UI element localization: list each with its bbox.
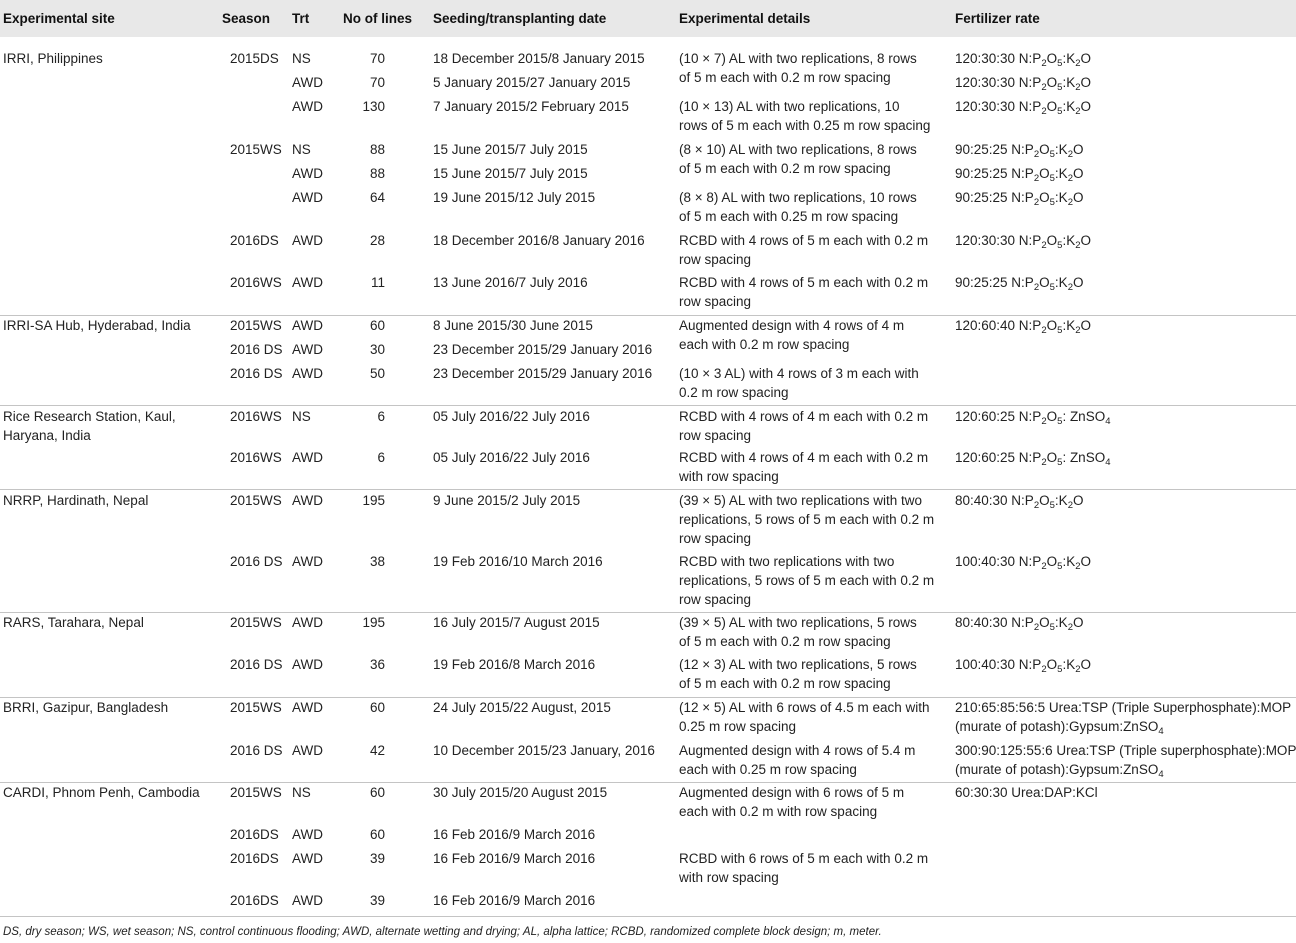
no-of-lines-cell: 60 (369, 700, 385, 715)
trt-cell: AWD (292, 450, 323, 465)
no-of-lines-cell: 42 (369, 743, 385, 758)
experimental-details-line: row spacing (679, 294, 752, 309)
no-of-lines-cell: 88 (369, 142, 385, 157)
trt-cell: AWD (292, 700, 323, 715)
trt-cell: AWD (292, 743, 323, 758)
experimental-details-line: RCBD with 4 rows of 5 m each with 0.2 m (679, 275, 929, 290)
experimental-site-name-cont: Haryana, India (3, 428, 91, 443)
seeding-date-cell: 05 July 2016/22 July 2016 (433, 409, 590, 424)
season-cell: 2016WS (230, 275, 282, 290)
trt-cell: AWD (292, 318, 323, 333)
experimental-site-name: Rice Research Station, Kaul, (3, 409, 176, 424)
experimental-details-line: (12 × 5) AL with 6 rows of 4.5 m each with (679, 700, 930, 715)
experimental-site-name: IRRI, Philippines (3, 51, 103, 66)
fertilizer-rate-cell: 80:40:30 $N:P_2O_5:K_2O$ (955, 615, 1084, 633)
experimental-details-line: Augmented design with 4 rows of 4 m (679, 318, 905, 333)
header-no-of-lines: No of lines (343, 11, 413, 26)
season-cell: 2015WS (230, 615, 282, 630)
experimental-details-line: RCBD with two replications with two (679, 554, 895, 569)
season-cell: 2015DS (230, 51, 279, 66)
experimental-details-line: RCBD with 4 rows of 4 m each with 0.2 m (679, 450, 929, 465)
season-cell: 2016 DS (230, 657, 283, 672)
seeding-date-cell: 19 Feb 2016/8 March 2016 (433, 657, 596, 672)
experimental-details-line: Augmented design with 6 rows of 5 m (679, 785, 905, 800)
season-cell: 2016DS (230, 893, 279, 908)
fertilizer-rate-cell: 90:25:25 $N:P_2O_5:K_2O$ (955, 142, 1084, 160)
seeding-date-cell: 18 December 2015/8 January 2015 (433, 51, 645, 66)
fertilizer-rate-cell: 300:90:125:55:6 Urea:TSP (Triple superphosphate):MOP (955, 743, 1296, 758)
seeding-date-cell: 16 Feb 2016/9 March 2016 (433, 827, 596, 842)
trt-cell: NS (292, 51, 311, 66)
no-of-lines-cell: 60 (369, 827, 385, 842)
experimental-details-line: of 5 m each with 0.2 m row spacing (679, 161, 891, 176)
experimental-details-line: with row spacing (679, 469, 779, 484)
trt-cell: AWD (292, 493, 323, 508)
fertilizer-rate-cell: 60:30:30 Urea:DAP:KCl (955, 785, 1098, 800)
table-header-row (0, 0, 1296, 37)
trt-cell: AWD (292, 190, 323, 205)
season-cell: 2015WS (230, 700, 282, 715)
seeding-date-cell: 13 June 2016/7 July 2016 (433, 275, 588, 290)
experimental-site-name: CARDI, Phnom Penh, Cambodia (3, 785, 200, 800)
experimental-details-line: (39 × 5) AL with two replications, 5 rows (679, 615, 917, 630)
fertilizer-rate-cell: 90:25:25 $N:P_2O_5:K_2O$ (955, 166, 1084, 184)
header-fertilizer-rate: Fertilizer rate (955, 11, 1040, 26)
seeding-date-cell: 18 December 2016/8 January 2016 (433, 233, 645, 248)
no-of-lines-cell: 50 (369, 366, 385, 381)
experimental-details-line: 0.25 m row spacing (679, 719, 797, 734)
seeding-date-cell: 15 June 2015/7 July 2015 (433, 166, 588, 181)
table-footnote: DS, dry season; WS, wet season; NS, control continuous flooding; AWD, alternate wetting and drying; AL, alpha lattice; RCBD, randomized complete block design; m, meter. (3, 926, 882, 938)
no-of-lines-cell: 39 (369, 893, 385, 908)
no-of-lines-cell: 11 (370, 275, 385, 290)
trt-cell: AWD (292, 615, 323, 630)
trt-cell: AWD (292, 366, 323, 381)
season-cell: 2016DS (230, 233, 279, 248)
experimental-details-line: RCBD with 6 rows of 5 m each with 0.2 m (679, 851, 929, 866)
season-cell: 2016WS (230, 450, 282, 465)
header-trt: Trt (292, 11, 310, 26)
seeding-date-cell: 10 December 2015/23 January, 2016 (433, 743, 655, 758)
seeding-date-cell: 16 Feb 2016/9 March 2016 (433, 851, 596, 866)
site-group-separator (0, 405, 1296, 406)
no-of-lines-cell: 6 (377, 409, 385, 424)
experimental-details-line: (10 × 13) AL with two replications, 10 (679, 99, 900, 114)
seeding-date-cell: 16 July 2015/7 August 2015 (433, 615, 600, 630)
experimental-details-line: (8 × 10) AL with two replications, 8 rows (679, 142, 917, 157)
seeding-date-cell: 7 January 2015/2 February 2015 (433, 99, 629, 114)
fertilizer-rate-cell: 120:30:30 $N:P_2O_5:K_2O$ (955, 99, 1092, 117)
season-cell: 2016WS (230, 409, 282, 424)
seeding-date-cell: 5 January 2015/27 January 2015 (433, 75, 631, 90)
trt-cell: AWD (292, 233, 323, 248)
experimental-details-line: row spacing (679, 592, 752, 607)
trt-cell: AWD (292, 893, 323, 908)
experimental-details-line: (8 × 8) AL with two replications, 10 rows (679, 190, 917, 205)
fertilizer-rate-cell: 120:60:25 $N:P_2O_5$: ZnSO$_4$ (955, 409, 1111, 427)
season-cell: 2015WS (230, 785, 282, 800)
season-cell: 2016DS (230, 827, 279, 842)
seeding-date-cell: 24 July 2015/22 August, 2015 (433, 700, 611, 715)
trt-cell: AWD (292, 99, 323, 114)
seeding-date-cell: 19 Feb 2016/10 March 2016 (433, 554, 603, 569)
season-cell: 2015WS (230, 493, 282, 508)
experimental-details-line: (12 × 3) AL with two replications, 5 rows (679, 657, 917, 672)
experimental-site-name: IRRI-SA Hub, Hyderabad, India (3, 318, 191, 333)
experimental-details-line: replications, 5 rows of 5 m each with 0.2 m (679, 512, 935, 527)
trt-cell: AWD (292, 275, 323, 290)
trt-cell: AWD (292, 75, 323, 90)
seeding-date-cell: 15 June 2015/7 July 2015 (433, 142, 588, 157)
experimental-details-line: Augmented design with 4 rows of 5.4 m (679, 743, 916, 758)
experimental-details-line: each with 0.2 m with row spacing (679, 804, 878, 819)
season-cell: 2016 DS (230, 554, 283, 569)
fertilizer-rate-cell: 100:40:30 $N:P_2O_5:K_2O$ (955, 554, 1092, 572)
season-cell: 2016 DS (230, 743, 283, 758)
no-of-lines-cell: 28 (369, 233, 385, 248)
trt-cell: AWD (292, 827, 323, 842)
seeding-date-cell: 30 July 2015/20 August 2015 (433, 785, 608, 800)
experimental-details-line: with row spacing (679, 870, 779, 885)
experimental-site-name: RARS, Tarahara, Nepal (3, 615, 144, 630)
fertilizer-rate-cell: 120:30:30 $N:P_2O_5:K_2O$ (955, 51, 1092, 69)
seeding-date-cell: 8 June 2015/30 June 2015 (433, 318, 593, 333)
trt-cell: NS (292, 409, 311, 424)
table-bottom-rule (0, 916, 1296, 917)
no-of-lines-cell: 39 (369, 851, 385, 866)
experimental-details-line: each with 0.2 m row spacing (679, 337, 850, 352)
no-of-lines-cell: 195 (362, 615, 385, 630)
season-cell: 2016DS (230, 851, 279, 866)
experimental-details-line: each with 0.25 m row spacing (679, 762, 857, 777)
no-of-lines-cell: 6 (377, 450, 385, 465)
fertilizer-rate-cell: 80:40:30 $N:P_2O_5:K_2O$ (955, 493, 1084, 511)
experimental-details-line: RCBD with 4 rows of 5 m each with 0.2 m (679, 233, 929, 248)
no-of-lines-cell: 64 (369, 190, 385, 205)
experimental-details-line: row spacing (679, 252, 752, 267)
experimental-details-line: (39 × 5) AL with two replications with two (679, 493, 922, 508)
seeding-date-cell: 23 December 2015/29 January 2016 (433, 342, 653, 357)
experimental-details-line: (10 × 7) AL with two replications, 8 rows (679, 51, 917, 66)
trt-cell: NS (292, 142, 311, 157)
seeding-date-cell: 19 June 2015/12 July 2015 (433, 190, 596, 205)
seeding-date-cell: 23 December 2015/29 January 2016 (433, 366, 653, 381)
trt-cell: NS (292, 785, 311, 800)
fertilizer-rate-cell: 210:65:85:56:5 Urea:TSP (Triple Superphosphate):MOP (955, 700, 1292, 715)
fertilizer-rate-cell: 120:60:25 $N:P_2O_5$: ZnSO$_4$ (955, 450, 1111, 468)
site-group-separator (0, 612, 1296, 613)
experimental-details-line: of 5 m each with 0.2 m row spacing (679, 676, 891, 691)
fertilizer-rate-cell: 120:30:30 $N:P_2O_5:K_2O$ (955, 75, 1092, 93)
header-experimental-details: Experimental details (679, 11, 811, 26)
season-cell: 2016 DS (230, 342, 283, 357)
no-of-lines-cell: 38 (369, 554, 385, 569)
season-cell: 2015WS (230, 142, 282, 157)
header-experimental-site: Experimental site (3, 11, 115, 26)
experimental-details-line: row spacing (679, 428, 752, 443)
season-cell: 2015WS (230, 318, 282, 333)
experimental-details-line: of 5 m each with 0.2 m row spacing (679, 70, 891, 85)
fertilizer-rate-cell: (murate of potash):Gypsum:ZnSO$_4$ (955, 762, 1164, 780)
no-of-lines-cell: 130 (362, 99, 385, 114)
no-of-lines-cell: 88 (369, 166, 385, 181)
header-seeding-date: Seeding/transplanting date (433, 11, 607, 26)
experimental-details-line: of 5 m each with 0.25 m row spacing (679, 209, 899, 224)
site-group-separator (0, 315, 1296, 316)
fertilizer-rate-cell: 100:40:30 $N:P_2O_5:K_2O$ (955, 657, 1092, 675)
trt-cell: AWD (292, 554, 323, 569)
experimental-details-line: (10 × 3 AL) with 4 rows of 3 m each with (679, 366, 919, 381)
fertilizer-rate-cell: 90:25:25 $N:P_2O_5:K_2O$ (955, 275, 1084, 293)
experimental-details-line: rows of 5 m each with 0.25 m row spacing (679, 118, 931, 133)
trt-cell: AWD (292, 657, 323, 672)
experimental-details-line: row spacing (679, 531, 752, 546)
trt-cell: AWD (292, 166, 323, 181)
no-of-lines-cell: 30 (369, 342, 385, 357)
experimental-site-name: NRRP, Hardinath, Nepal (3, 493, 149, 508)
fertilizer-rate-cell: 120:30:30 $N:P_2O_5:K_2O$ (955, 233, 1092, 251)
experimental-details-line: 0.2 m row spacing (679, 385, 789, 400)
seeding-date-cell: 9 June 2015/2 July 2015 (433, 493, 581, 508)
site-group-separator (0, 489, 1296, 490)
season-cell: 2016 DS (230, 366, 283, 381)
no-of-lines-cell: 70 (369, 51, 385, 66)
seeding-date-cell: 05 July 2016/22 July 2016 (433, 450, 590, 465)
experimental-details-line: replications, 5 rows of 5 m each with 0.2 m (679, 573, 935, 588)
experimental-details-line: RCBD with 4 rows of 4 m each with 0.2 m (679, 409, 929, 424)
fertilizer-rate-cell: 120:60:40 $N:P_2O_5:K_2O$ (955, 318, 1092, 336)
experimental-site-name: BRRI, Gazipur, Bangladesh (3, 700, 169, 715)
fertilizer-rate-cell: (murate of potash):Gypsum:ZnSO$_4$ (955, 719, 1164, 737)
trt-cell: AWD (292, 342, 323, 357)
no-of-lines-cell: 36 (369, 657, 385, 672)
no-of-lines-cell: 70 (369, 75, 385, 90)
no-of-lines-cell: 195 (362, 493, 385, 508)
no-of-lines-cell: 60 (369, 318, 385, 333)
no-of-lines-cell: 60 (369, 785, 385, 800)
experimental-details-line: of 5 m each with 0.2 m row spacing (679, 634, 891, 649)
fertilizer-rate-cell: 90:25:25 $N:P_2O_5:K_2O$ (955, 190, 1084, 208)
header-season: Season (222, 11, 271, 26)
seeding-date-cell: 16 Feb 2016/9 March 2016 (433, 893, 596, 908)
trt-cell: AWD (292, 851, 323, 866)
